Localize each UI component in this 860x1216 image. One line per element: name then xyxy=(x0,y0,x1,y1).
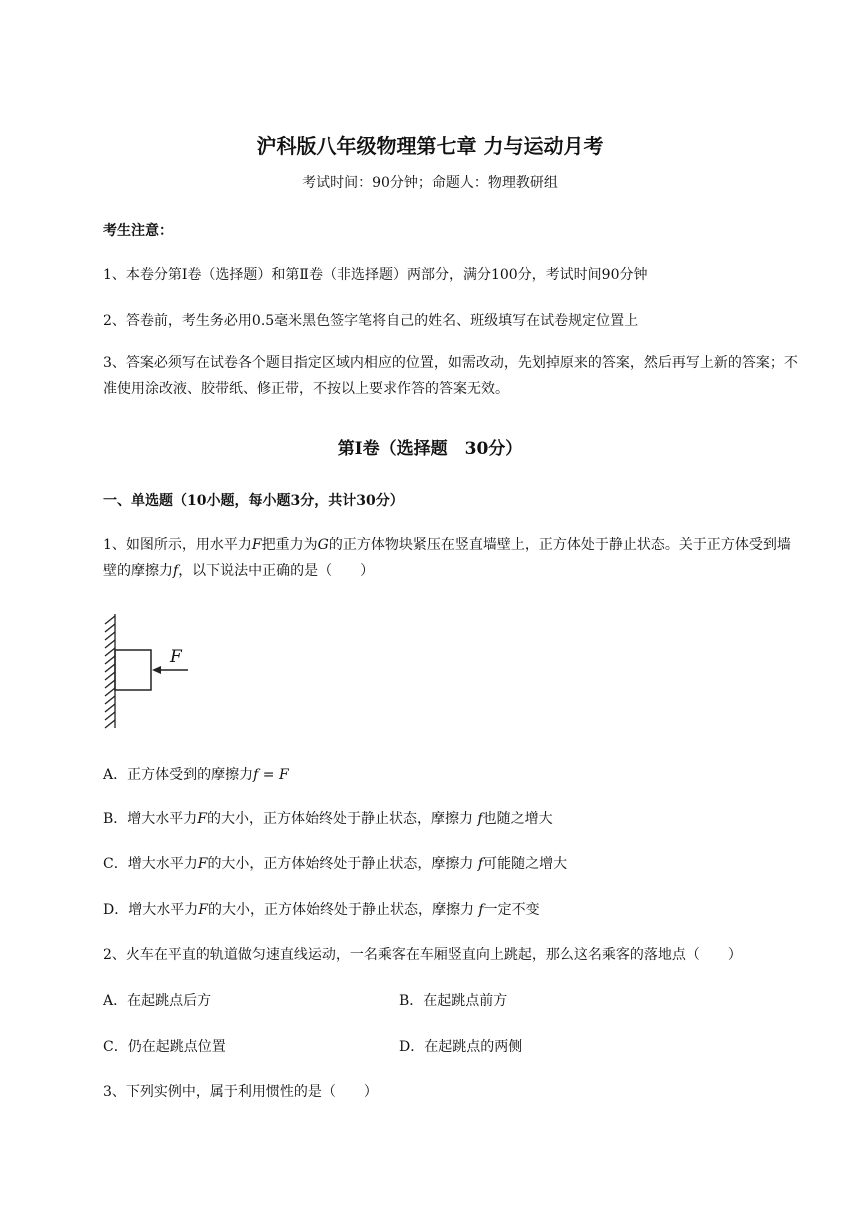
option-math: f = F xyxy=(253,767,289,783)
stem-text: ，以下说法中正确的是（ ） xyxy=(178,563,375,579)
arrow-head xyxy=(152,666,161,674)
option-text: 的大小，正方体始终处于静止状态，摩擦力 xyxy=(207,856,478,872)
option-math: F xyxy=(197,856,208,872)
question-1-option-b[interactable] xyxy=(103,808,553,828)
wall-block-figure xyxy=(95,610,205,735)
option-text: 也随之增大 xyxy=(482,811,553,827)
var-f-force: F xyxy=(251,537,262,553)
question-1-stem xyxy=(103,532,803,584)
page-title: 沪科版八年级物理第七章 力与运动月考 xyxy=(256,134,604,158)
force-label: F xyxy=(170,647,182,667)
question-3-stem: 3、下列实例中，属于利用惯性的是（ ） xyxy=(103,1084,378,1100)
question-2-stem: 2、火车在平直的轨道做匀速直线运动，一名乘客在车厢竖直向上跳起，那么这名乘客的落地点（ ） xyxy=(103,947,742,963)
stem-text: 的正方体物块紧压在竖直墙壁上，正方体处于静止状态。关于正方体受到墙壁的摩擦力 xyxy=(103,537,791,579)
wall-hatching xyxy=(105,614,115,728)
question-1-option-c[interactable] xyxy=(103,853,567,873)
option-math: f xyxy=(477,856,484,872)
exam-info: 考试时间：90分钟；命题人：物理教研组 xyxy=(302,175,558,191)
question-2-option-d[interactable]: D．在起跳点的两侧 xyxy=(399,1039,523,1055)
part-title: 一、单选题（10小题，每小题3分，共计30分） xyxy=(103,493,404,509)
notice-item: 3、答案必须写在试卷各个题目指定区域内相应的位置，如需改动，先划掉原来的答案，然后再写上新的答案；不准使用涂改液、胶带纸、修正带，不按以上要求作答的答案无效。 xyxy=(103,355,798,397)
question-2-option-b[interactable]: B．在起跳点前方 xyxy=(399,993,508,1009)
option-text: B．增大水平力 xyxy=(103,811,198,827)
notice-item: 1、本卷分第Ⅰ卷（选择题）和第Ⅱ卷（非选择题）两部分，满分100分，考试时间90分钟 xyxy=(103,267,648,283)
option-math: f xyxy=(478,902,484,918)
question-2-option-a[interactable]: A．在起跳点后方 xyxy=(103,993,212,1009)
notice-heading: 考生注意： xyxy=(103,223,173,239)
section-title: 第Ⅰ卷（选择题 30分） xyxy=(337,439,523,459)
stem-text: 1、如图所示，用水平力 xyxy=(103,537,252,553)
var-g-weight: G xyxy=(317,537,329,553)
option-text: A．正方体受到的摩擦力 xyxy=(103,767,254,783)
option-text: C．增大水平力 xyxy=(103,856,198,872)
option-math: F xyxy=(197,811,208,827)
option-text: 的大小，正方体始终处于静止状态，摩擦力 xyxy=(207,811,478,827)
option-text: D．增大水平力 xyxy=(103,902,199,918)
cube-block xyxy=(115,650,151,690)
var-f-friction: f xyxy=(173,563,179,579)
stem-text: 把重力为 xyxy=(261,537,318,553)
option-math: F xyxy=(198,902,208,918)
notice-item: 2、答卷前，考生务必用0.5毫米黑色签字笔将自己的姓名、班级填写在试卷规定位置上 xyxy=(103,313,639,329)
question-1-option-a[interactable] xyxy=(103,764,289,784)
question-2-option-c[interactable]: C．仍在起跳点位置 xyxy=(103,1039,226,1055)
option-text: 一定不变 xyxy=(483,902,540,918)
option-text: 的大小，正方体始终处于静止状态，摩擦力 xyxy=(207,902,479,918)
question-1-option-d[interactable] xyxy=(103,899,540,919)
option-text: 可能随之增大 xyxy=(483,856,568,872)
option-math: f xyxy=(477,811,483,827)
